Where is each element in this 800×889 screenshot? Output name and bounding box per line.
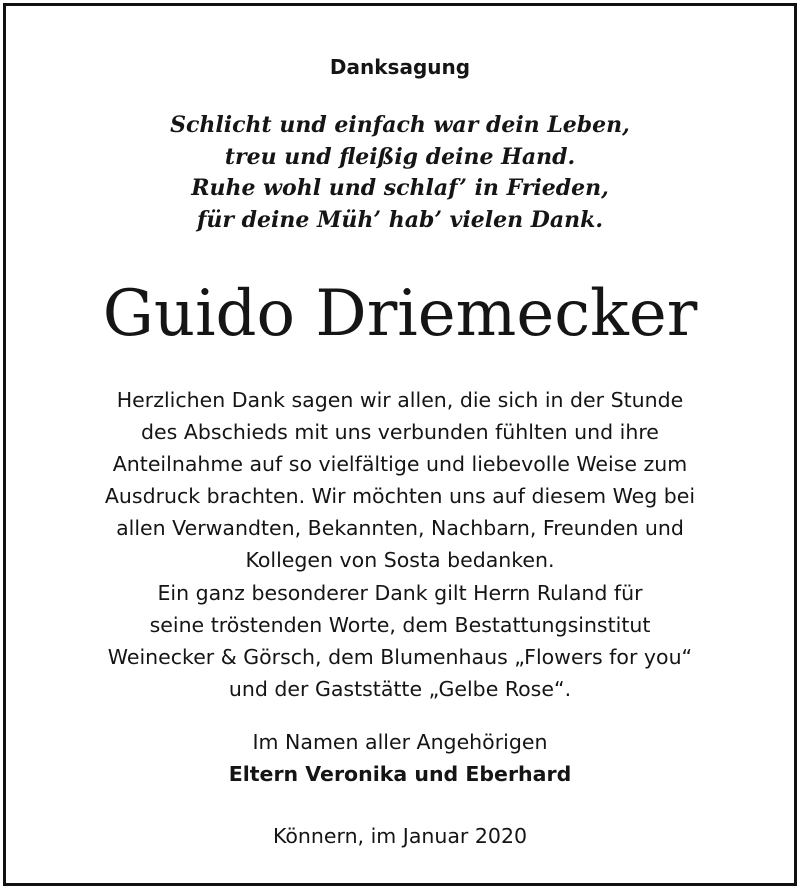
body-line: Herzlichen Dank sagen wir allen, die sich in der Stunde: [116, 388, 684, 412]
body-line: Anteilnahme auf so vielfältige und liebevolle Weise zum: [112, 452, 688, 477]
body-line: seine tröstenden Worte, dem Bestattungsinstitut: [149, 612, 651, 637]
poem-line: treu und fleißig deine Hand.: [224, 143, 576, 170]
memorial-poem: [6, 110, 794, 236]
place-date: Könnern, im Januar 2020: [272, 824, 528, 848]
body-line: Weinecker & Görsch, dem Blumenhaus „Flowers for you“: [107, 644, 693, 669]
deceased-name: Guido Driemecker: [102, 277, 698, 351]
thanks-text: [6, 384, 794, 705]
body-line: Ein ganz besonderer Dank gilt Herrn Ruland für: [157, 580, 643, 605]
signature-block: [6, 726, 794, 790]
poem-line: Ruhe wohl und schlaf’ in Frieden,: [191, 175, 609, 201]
obituary-notice: [3, 3, 797, 886]
body-line: des Abschieds mit uns verbunden fühlten und ihre: [141, 420, 659, 445]
signature-names: Eltern Veronika und Eberhard: [228, 762, 572, 786]
notice-heading: Danksagung: [329, 55, 471, 79]
body-line: Kollegen von Sosta bedanken.: [245, 548, 555, 573]
body-line: und der Gaststätte „Gelbe Rose“.: [228, 676, 572, 701]
poem-line: für deine Müh’ hab’ vielen Dank.: [196, 206, 604, 233]
signature-intro: Im Namen aller Angehörigen: [252, 730, 548, 754]
body-line: Ausdruck brachten. Wir möchten uns auf diesem Weg bei: [104, 484, 696, 509]
poem-line: Schlicht und einfach war dein Leben,: [170, 112, 630, 138]
body-line: allen Verwandten, Bekannten, Nachbarn, Freunden und: [116, 516, 684, 541]
